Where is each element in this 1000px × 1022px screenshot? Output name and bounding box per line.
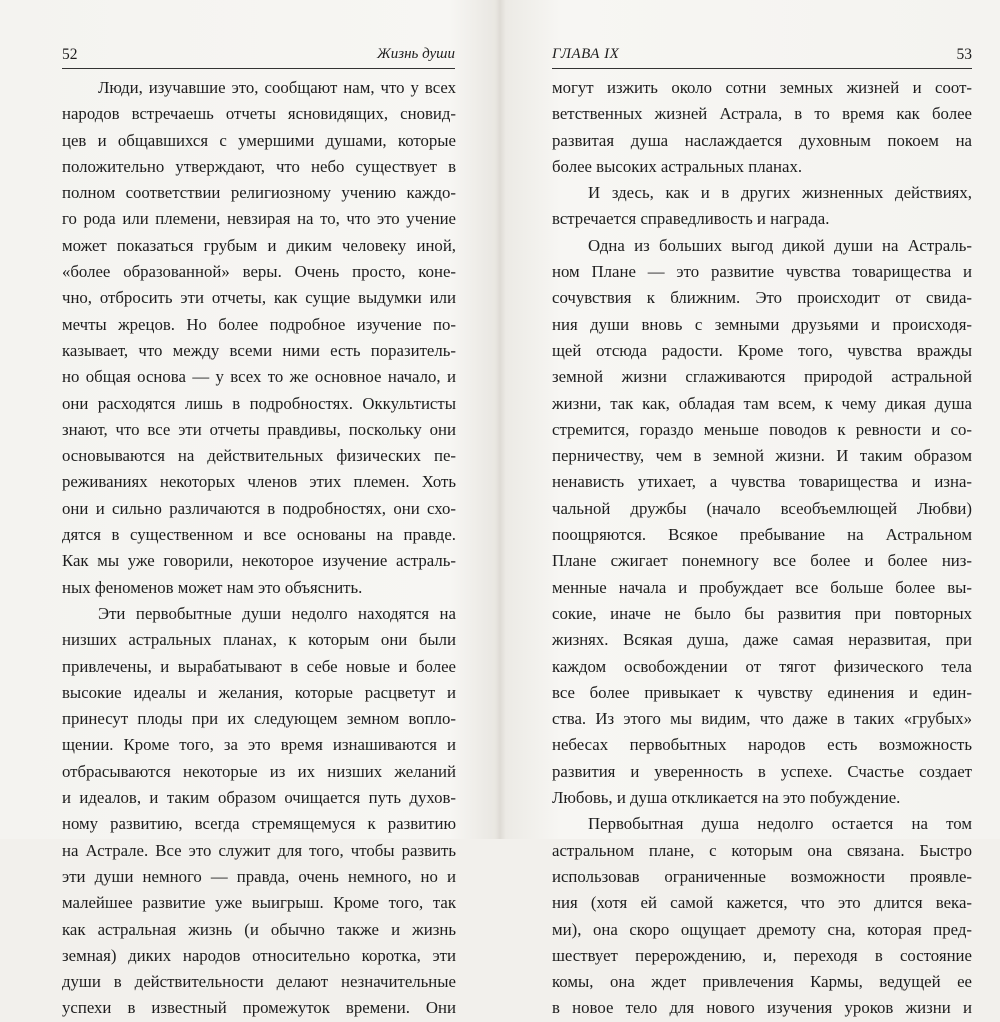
text-line: И здесь, как и в других жизненных действиях, (588, 183, 972, 203)
text-line: успехи в известный промежуток времени. Они (62, 998, 456, 1018)
text-line: го рода или племени, невзирая на то, что это учение (62, 209, 456, 229)
text-line: цев и общавшихся с умершими душами, которые (62, 130, 456, 150)
right-page-header (552, 46, 972, 70)
text-line: менные начала и пробуждает все больше более вы- (552, 577, 972, 597)
text-line: Любовь, и душа откликается на это побуждение. (552, 788, 901, 808)
text-line: ми), она скоро ощущает дремоту сна, которая пред- (552, 919, 972, 939)
text-line: на Астрале. Все это служит для того, чтобы развить (62, 840, 456, 860)
text-line: жизни, так как, обладая там всем, к чему дикая душа (552, 393, 972, 413)
text-line: сокие, иначе не было бы развития при повторных (552, 603, 972, 623)
text-line: комы, она ждет привлечения Кармы, ведущей ее (552, 972, 972, 992)
text-line: но общая основа — у всех то же основное начало, и (62, 367, 456, 387)
text-line: щении. Кроме того, за это время изнашиваются и (62, 735, 456, 755)
text-line: жизнях. Всякая душа, даже самая неразвитая, при (552, 630, 972, 650)
text-line: они расходятся лишь в подробностях. Оккультисты (62, 393, 456, 413)
text-line: перничеству, чем в земной жизни. И таким образом (552, 446, 972, 466)
text-line: низших астральных планах, к которым они были (62, 630, 456, 650)
text-line: шествует перерождению, и, переходя в состояние (552, 945, 972, 965)
text-line: казывает, что между всеми ними есть поразитель- (62, 340, 456, 360)
text-line: отбрасываются некоторые из их низших желаний (62, 761, 456, 781)
chapter-title: ГЛАВА IX (552, 46, 620, 62)
text-line: ния души вновь с земными друзьями и происходя- (552, 314, 972, 334)
right-page (500, 0, 1000, 1018)
text-line: стремится, гораздо меньше поводов к ревности и со- (552, 419, 972, 439)
text-line: мечты жрецов. Но более подробное изучение по- (62, 314, 456, 334)
text-line: ных феноменов может нам это объяснить. (62, 577, 363, 597)
text-line: развитая душа наслаждается духовным покоем на (552, 130, 972, 150)
text-line: может показаться грубым и диким человеку иной, (62, 235, 456, 255)
text-line: основываются на действительных физических пе- (62, 446, 456, 466)
text-line: ному развитию, всегда стремящемуся к развитию (62, 814, 456, 834)
text-line: земной жизни сглаживаются природой астральной (552, 367, 972, 387)
text-line: души в действительности делают незначительные (62, 972, 456, 992)
text-line: знают, что все эти отчеты правдивы, поскольку они (62, 419, 456, 439)
text-line: использовав ограниченные возможности проявле- (552, 866, 972, 886)
text-line: все более привыкает к чувству единения и един- (552, 682, 972, 702)
right-page-body-text (552, 75, 972, 1022)
text-line: Люди, изучавшие это, сообщают нам, что у всех (98, 78, 456, 97)
text-line: малейшее развитие уже выигрыш. Кроме того, так (62, 893, 456, 913)
text-line: встречается справедливость и награда. (552, 209, 830, 229)
left-page (0, 0, 500, 1018)
text-line: астральном плане, с которым она связана. Быстро (552, 840, 972, 860)
running-title: Жизнь души (377, 46, 455, 62)
text-line: поощряются. Всякое пребывание на Астральном (552, 525, 972, 545)
text-line: Одна из больших выгод дикой души на Астраль- (588, 235, 972, 255)
text-line: земная) диких народов относительно коротка, эти (62, 945, 456, 965)
text-line: как астральная жизнь (и обычно также и жизнь (62, 919, 456, 939)
text-line: народов встречаешь отчеты ясновидящих, сновид- (62, 104, 456, 124)
text-line: Как мы уже говорили, некоторое изучение астраль- (62, 551, 456, 571)
text-line: ветственных жизней Астрала, в то время как более (552, 104, 972, 124)
left-page-body-text (62, 75, 456, 1022)
text-line: ненависть утихает, а чувства товарищества и изна- (552, 472, 972, 492)
text-line: каждом освобождении от тягот физического тела (552, 656, 972, 676)
text-line: эти души немного — правда, очень немного, но и (62, 866, 456, 886)
text-line: положительно утверждают, что небо существует в (62, 156, 456, 176)
text-line: могут изжить около сотни земных жизней и соот- (552, 78, 972, 97)
text-line: привлечены, и вырабатывают в себе новые и более (62, 656, 456, 676)
text-line: Эти первобытные души недолго находятся на (98, 603, 456, 623)
text-line: реживаниях некоторых членов этих племен. Хоть (62, 472, 456, 492)
text-line: они и сильно различаются в подробностях, они схо- (62, 498, 456, 518)
header-rule (62, 68, 455, 69)
text-line: ния (хотя ей самой кажется, что это длится века- (552, 893, 972, 913)
text-line: щей отсюда радости. Кроме того, чувства вражды (552, 340, 972, 360)
text-line: дятся в существенном и все основаны на правде. (62, 525, 456, 545)
text-line: небесах первобытных народов есть возможность (552, 735, 972, 755)
text-line: высокие идеалы и желания, которые расцветут и (62, 682, 456, 702)
header-rule (552, 68, 972, 69)
text-line: Плане сжигает понемногу все более и более низ- (552, 551, 972, 571)
text-line: и идеалов, и таким образом очищается путь духов- (62, 788, 456, 808)
text-line: полном соответствии религиозному учению каждо- (62, 183, 456, 203)
text-line: более высоких астральных планах. (552, 156, 803, 176)
text-line: развития и уверенность в успехе. Счастье создает (552, 761, 972, 781)
text-line: сочувствия к ближним. Это происходит от свида- (552, 288, 972, 308)
text-line: Первобытная душа недолго остается на том (588, 814, 972, 834)
text-line: в новое тело для нового изучения уроков жизни и (552, 998, 972, 1018)
page-number: 52 (62, 46, 78, 63)
text-line: ном Плане — это развитие чувства товарищества и (552, 262, 972, 282)
text-line: принесут плоды при их следующем земном вопло- (62, 709, 456, 729)
text-line: «более образованной» веры. Очень просто, коне- (62, 262, 456, 282)
left-page-header (62, 46, 455, 70)
page-number: 53 (956, 46, 972, 63)
text-line: чно, отбросить эти отчеты, как сущие выдумки или (62, 288, 456, 308)
text-line: чальной дружбы (начало всеобъемлющей Любви) (552, 498, 972, 518)
text-line: ства. Из этого мы видим, что даже в таких «грубых» (552, 709, 972, 729)
